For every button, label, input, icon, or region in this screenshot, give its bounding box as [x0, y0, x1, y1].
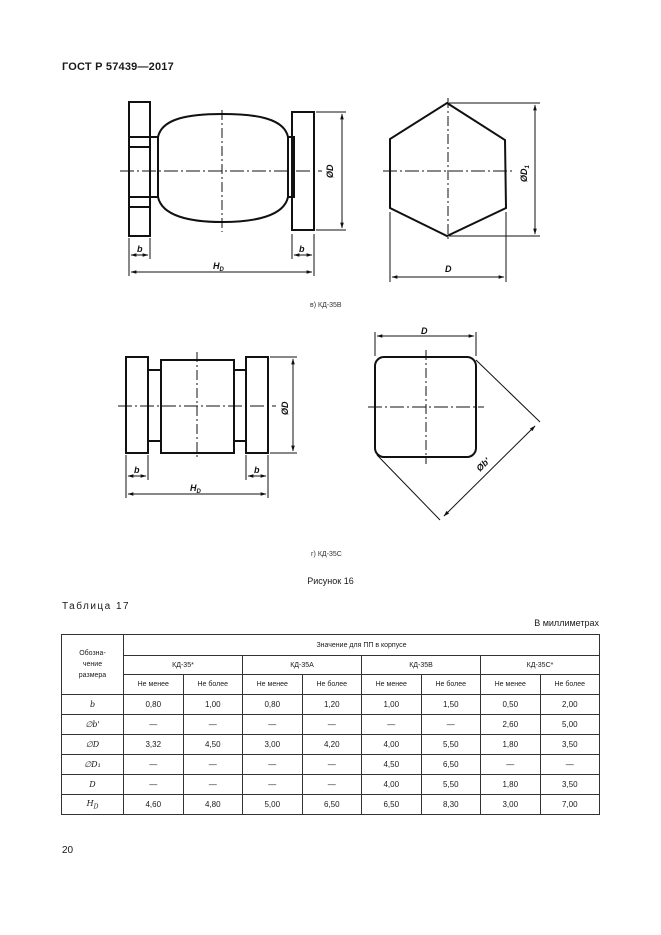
figure-caption-b: в) КД-35В — [310, 302, 342, 309]
table-cell: — — [183, 755, 243, 775]
table-name: Таблица 17 — [62, 601, 131, 612]
table-row — [62, 735, 600, 755]
table-cell: 7,00 — [540, 795, 600, 815]
row-header: Обозна- чение размера — [78, 650, 107, 679]
table-row — [62, 755, 600, 775]
table-cell: 5,50 — [421, 735, 481, 755]
table-cell: 6,50 — [302, 795, 362, 815]
row-label: ∅b' — [62, 715, 124, 735]
table-cell: 0,80 — [243, 695, 303, 715]
table-cell: — — [124, 715, 184, 735]
table-cell: — — [302, 775, 362, 795]
table-cell: 4,50 — [362, 755, 422, 775]
table-cell: 0,80 — [124, 695, 184, 715]
table-cell: 4,60 — [124, 795, 184, 815]
table-cell: 1,80 — [481, 775, 541, 795]
package-header: КД-35А — [243, 656, 362, 675]
table-cell: 1,80 — [481, 735, 541, 755]
row-label: ∅D — [62, 735, 124, 755]
table-cell: — — [540, 755, 600, 775]
table-cell: 0,50 — [481, 695, 541, 715]
table-cell: 4,20 — [302, 735, 362, 755]
dim-d1: $ØD_1$ — [519, 165, 531, 182]
table-row — [62, 795, 600, 815]
package-header: КД-35В — [362, 656, 481, 675]
table-cell: 1,00 — [183, 695, 243, 715]
row-label: b — [62, 695, 124, 715]
table-cell: 4,00 — [362, 775, 422, 795]
figure-title: Рисунок 16 — [307, 576, 354, 586]
table-cell: — — [421, 715, 481, 735]
table-cell: 3,50 — [540, 775, 600, 795]
table-cell: — — [243, 715, 303, 735]
table-cell: — — [124, 775, 184, 795]
table-cell: — — [183, 715, 243, 735]
table-cell: 5,50 — [421, 775, 481, 795]
table-cell: — — [302, 755, 362, 775]
dim-d-1: ØD — [325, 164, 335, 178]
dim-b-right-1: b — [299, 244, 305, 254]
table-cell: — — [302, 715, 362, 735]
table-cell: — — [481, 755, 541, 775]
table-cell: 3,50 — [540, 735, 600, 755]
table-cell: 6,50 — [362, 795, 422, 815]
table-cell: 2,00 — [540, 695, 600, 715]
max-header: Не более — [302, 675, 362, 695]
standard-header: ГОСТ Р 57439—2017 — [62, 61, 174, 73]
table-cell: 8,30 — [421, 795, 481, 815]
row-label: ∅D₁ — [62, 755, 124, 775]
table-cell: 6,50 — [421, 755, 481, 775]
table-cell: 1,20 — [302, 695, 362, 715]
group-header: Значение для ПП в корпусе — [124, 635, 600, 656]
max-header: Не более — [421, 675, 481, 695]
table-cell: — — [243, 775, 303, 795]
table-cell: — — [243, 755, 303, 775]
table-cell: — — [183, 775, 243, 795]
row-label: $H_D$ — [62, 795, 124, 815]
table-cell: 3,00 — [481, 795, 541, 815]
table-cell: 5,00 — [243, 795, 303, 815]
table-cell: 4,00 — [362, 735, 422, 755]
table-cell: 3,32 — [124, 735, 184, 755]
table-cell: 3,00 — [243, 735, 303, 755]
dim-b-left-2: b — [134, 465, 140, 475]
min-header: Не менее — [243, 675, 303, 695]
dim-d-hex: D — [445, 264, 452, 274]
table-cell: 5,00 — [540, 715, 600, 735]
dim-h-1: $H_D$ — [213, 261, 224, 273]
min-header: Не менее — [481, 675, 541, 695]
min-header: Не менее — [362, 675, 422, 695]
dim-b-left-1: b — [137, 244, 143, 254]
max-header: Не более — [183, 675, 243, 695]
table-cell: 4,80 — [183, 795, 243, 815]
row-header-cell — [62, 635, 124, 695]
table-cell: 4,50 — [183, 735, 243, 755]
max-header: Не более — [540, 675, 600, 695]
dim-diag: Øb' — [474, 455, 492, 474]
dim-b-right-2: b — [254, 465, 260, 475]
table-cell: 1,50 — [421, 695, 481, 715]
package-header: КД-35* — [124, 656, 243, 675]
table-row — [62, 695, 600, 715]
dim-d-2: ØD — [280, 401, 290, 415]
table-row — [62, 775, 600, 795]
table-cell: — — [362, 715, 422, 735]
page-number: 20 — [62, 845, 74, 856]
table-cell: 1,00 — [362, 695, 422, 715]
figure-caption-c: г) КД-35С — [311, 551, 342, 558]
min-header: Не менее — [124, 675, 184, 695]
table-cell: — — [124, 755, 184, 775]
row-label: D — [62, 775, 124, 795]
table-units: В миллиметрах — [534, 618, 599, 628]
dimensions-table — [61, 634, 600, 815]
table-cell: 2,60 — [481, 715, 541, 735]
dim-d-square: D — [421, 326, 428, 336]
package-header: КД-35С* — [481, 656, 600, 675]
table-row — [62, 715, 600, 735]
dim-h-2: $H_D$ — [190, 483, 201, 495]
